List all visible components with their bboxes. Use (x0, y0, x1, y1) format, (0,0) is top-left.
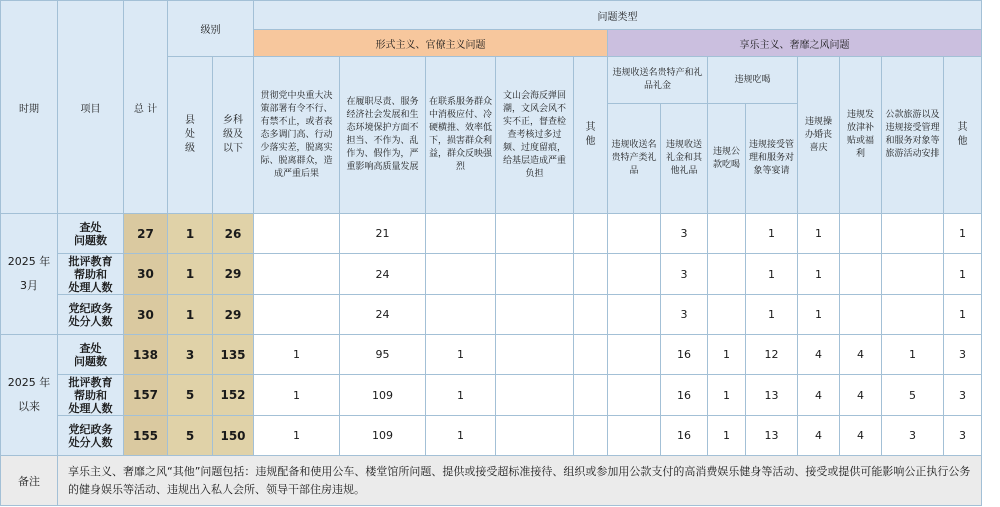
township-cell: 152 (213, 375, 254, 416)
data-cell: 3 (661, 254, 708, 295)
data-cell (840, 295, 882, 335)
township-cell: 29 (213, 295, 254, 335)
hedonism-dining-public: 违规公款吃喝 (708, 104, 746, 214)
data-cell: 13 (746, 416, 798, 456)
data-cell (254, 214, 340, 254)
data-cell: 24 (340, 295, 426, 335)
township-cell: 135 (213, 335, 254, 375)
data-cell (608, 335, 661, 375)
data-cell (840, 214, 882, 254)
data-cell: 21 (340, 214, 426, 254)
data-cell: 1 (254, 416, 340, 456)
county-cell: 5 (168, 375, 213, 416)
data-cell (608, 295, 661, 335)
township-cell: 29 (213, 254, 254, 295)
data-cell: 1 (746, 295, 798, 335)
township-cell: 26 (213, 214, 254, 254)
hedonism-dining-header: 违规吃喝 (708, 57, 798, 104)
note-label: 备注 (1, 456, 58, 506)
township-level-header: 乡科 级及 以下 (213, 57, 254, 214)
level-header: 级别 (168, 1, 254, 57)
data-cell (254, 254, 340, 295)
data-cell: 1 (708, 375, 746, 416)
hedonism-weddings: 违规操办婚丧喜庆 (798, 57, 840, 214)
data-cell (574, 254, 608, 295)
data-cell (608, 254, 661, 295)
data-cell (496, 295, 574, 335)
data-cell: 109 (340, 416, 426, 456)
formalism-header: 形式主义、官僚主义问题 (254, 30, 608, 57)
data-cell: 12 (746, 335, 798, 375)
period-label: 2025 年 以来 (1, 335, 58, 456)
data-cell: 16 (661, 335, 708, 375)
data-cell: 1 (944, 254, 982, 295)
note-text: 享乐主义、奢靡之风“其他”问题包括：违规配备和使用公车、楼堂馆所问题、提供或接受超标准接待、组织或参加用公款支付的高消费娱乐健身等活动、接受或提供可能影响公正执行公务的健身娱乐等活动、违规出入私人会所、领导干部住房违规。 (58, 456, 982, 506)
hedonism-travel: 公款旅游以及违规接受管理和服务对象等旅游活动安排 (882, 57, 944, 214)
row-label: 批评教育 帮助和 处理人数 (58, 375, 124, 416)
data-cell: 4 (798, 416, 840, 456)
data-cell (574, 416, 608, 456)
data-cell (708, 214, 746, 254)
total-cell: 138 (124, 335, 168, 375)
total-cell: 157 (124, 375, 168, 416)
county-cell: 1 (168, 254, 213, 295)
total-cell: 155 (124, 416, 168, 456)
period-label: 2025 年 3月 (1, 214, 58, 335)
data-cell: 1 (746, 254, 798, 295)
hedonism-gift-header: 违规收送名贵特产和礼品礼金 (608, 57, 708, 104)
data-cell (496, 375, 574, 416)
data-cell: 4 (798, 375, 840, 416)
data-cell (608, 416, 661, 456)
item-header: 项目 (58, 1, 124, 214)
data-cell (882, 214, 944, 254)
data-cell: 1 (798, 214, 840, 254)
table-row (1, 214, 982, 254)
hedonism-other: 其 他 (944, 57, 982, 214)
total-header: 总 计 (124, 1, 168, 214)
period-header: 时期 (1, 1, 58, 214)
county-cell: 5 (168, 416, 213, 456)
total-cell: 27 (124, 214, 168, 254)
data-cell: 1 (798, 254, 840, 295)
hedonism-gift-money: 违规收送礼金和其他礼品 (661, 104, 708, 214)
data-cell: 4 (840, 335, 882, 375)
data-cell (574, 375, 608, 416)
data-cell (496, 335, 574, 375)
data-cell: 24 (340, 254, 426, 295)
data-cell: 95 (340, 335, 426, 375)
data-cell: 1 (944, 214, 982, 254)
table-row (1, 416, 982, 456)
row-label: 查处 问题数 (58, 335, 124, 375)
data-cell (254, 295, 340, 335)
note-row (1, 456, 982, 506)
row-label: 党纪政务 处分人数 (58, 295, 124, 335)
formalism-col-4: 文山会海反弹回潮，文风会风不实不正，督查检查考核过多过频、过度留痕，给基层造成严重负担 (496, 57, 574, 214)
data-cell: 1 (426, 335, 496, 375)
data-cell (496, 254, 574, 295)
data-cell: 1 (944, 295, 982, 335)
data-cell (574, 214, 608, 254)
data-cell: 16 (661, 375, 708, 416)
data-cell (882, 254, 944, 295)
table-row (1, 335, 982, 375)
row-label: 批评教育 帮助和 处理人数 (58, 254, 124, 295)
data-cell: 16 (661, 416, 708, 456)
data-cell: 1 (708, 335, 746, 375)
county-cell: 3 (168, 335, 213, 375)
hedonism-header: 享乐主义、奢靡之风问题 (608, 30, 982, 57)
total-cell: 30 (124, 295, 168, 335)
data-cell: 109 (340, 375, 426, 416)
data-cell (426, 214, 496, 254)
data-cell: 3 (661, 214, 708, 254)
data-cell (840, 254, 882, 295)
problem-type-header: 问题类型 (254, 1, 982, 30)
data-cell: 4 (840, 375, 882, 416)
hedonism-subsidies: 违规发放津补贴或福利 (840, 57, 882, 214)
county-cell: 1 (168, 214, 213, 254)
row-label: 党纪政务 处分人数 (58, 416, 124, 456)
data-cell (708, 254, 746, 295)
data-cell (608, 214, 661, 254)
data-cell: 3 (661, 295, 708, 335)
data-cell (426, 295, 496, 335)
data-cell (708, 295, 746, 335)
data-cell (882, 295, 944, 335)
total-cell: 30 (124, 254, 168, 295)
data-cell: 3 (944, 335, 982, 375)
data-cell: 1 (882, 335, 944, 375)
formalism-other: 其 他 (574, 57, 608, 214)
data-cell (426, 254, 496, 295)
county-cell: 1 (168, 295, 213, 335)
table-row (1, 295, 982, 335)
hedonism-gift-specialty: 违规收送名贵特产类礼品 (608, 104, 661, 214)
data-cell (496, 416, 574, 456)
data-cell: 5 (882, 375, 944, 416)
table-row (1, 254, 982, 295)
data-cell: 1 (426, 416, 496, 456)
data-cell: 1 (746, 214, 798, 254)
data-cell: 3 (944, 416, 982, 456)
formalism-col-3: 在联系服务群众中消极应付、冷硬横推、效率低下，损害群众利益，群众反映强烈 (426, 57, 496, 214)
data-cell: 1 (426, 375, 496, 416)
formalism-col-2: 在履职尽责、服务经济社会发展和生态环境保护方面不担当、不作为、乱作为、假作为，严重影响高质量发展 (340, 57, 426, 214)
data-cell: 4 (798, 335, 840, 375)
data-cell: 1 (708, 416, 746, 456)
township-cell: 150 (213, 416, 254, 456)
table-row (1, 375, 982, 416)
data-cell: 4 (840, 416, 882, 456)
data-cell (574, 335, 608, 375)
hedonism-dining-banquet: 违规接受管理和服务对象等宴请 (746, 104, 798, 214)
data-cell: 1 (254, 335, 340, 375)
data-cell: 3 (882, 416, 944, 456)
data-cell (608, 375, 661, 416)
data-cell: 1 (254, 375, 340, 416)
data-cell: 1 (798, 295, 840, 335)
data-cell (574, 295, 608, 335)
county-level-header: 县 处 级 (168, 57, 213, 214)
data-cell (496, 214, 574, 254)
row-label: 查处 问题数 (58, 214, 124, 254)
formalism-col-1: 贯彻党中央重大决策部署有令不行、有禁不止，或者表态多调门高、行动少落实差，脱离实际、脱离群众，造成严重后果 (254, 57, 340, 214)
data-cell: 3 (944, 375, 982, 416)
data-cell: 13 (746, 375, 798, 416)
